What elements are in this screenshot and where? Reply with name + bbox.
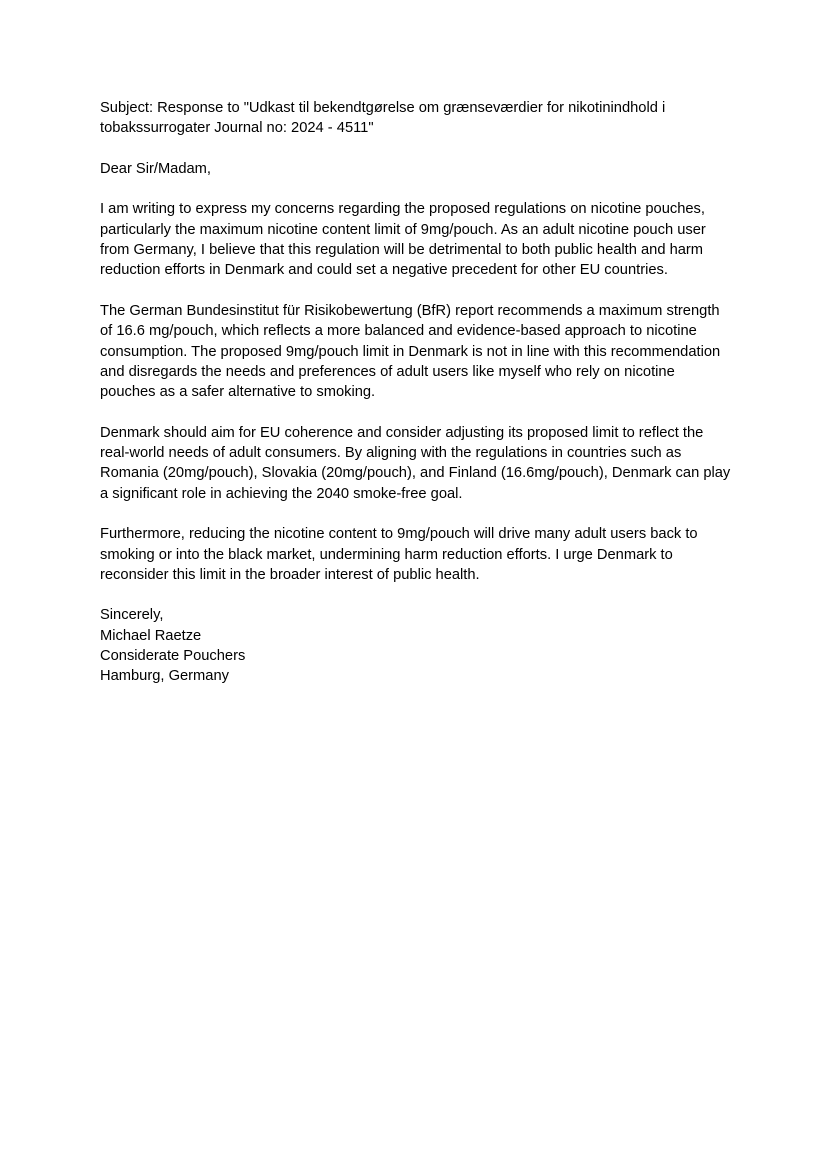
- letter-body: [100, 98, 732, 687]
- signer-organization: Considerate Pouchers: [100, 648, 246, 665]
- signer-location: Hamburg, Germany: [100, 668, 229, 685]
- paragraph-concerns: I am writing to express my concerns regarding the proposed regulations on nicotine pouches, particularly the maximum nicotine content limit of 9mg/pouch. As an adult nicotine pouch user from Germany, I believe that this regulation will be detrimental to both public health and harm reduction efforts in Denmark and could set a negative precedent for other EU countries.: [100, 201, 706, 279]
- closing: Sincerely,: [100, 607, 164, 624]
- paragraph-bfr-report: The German Bundesinstitut für Risikobewertung (BfR) report recommends a maximum strength of 16.6 mg/pouch, which reflects a more balanced and evidence-based approach to nicotine consumption. The proposed 9mg/pouch limit in Denmark is not in line with this recommendation and disregards the needs and preferences of adult users like myself who rely on nicotine pouches as a safer alternative to smoking.: [100, 302, 721, 401]
- salutation: Dear Sir/Madam,: [100, 160, 212, 177]
- signature-block: [100, 605, 732, 686]
- paragraph-eu-coherence: Denmark should aim for EU coherence and consider adjusting its proposed limit to reflect the real-world needs of adult consumers. By aligning with the regulations in countries such as Romania (20mg/pouch), Slovakia (20mg/pouch), and Finland (16.6mg/pouch), Denmark can play a significant role in achieving the 2040 smoke-free goal.: [100, 424, 731, 502]
- paragraph-harm-reduction: Furthermore, reducing the nicotine content to 9mg/pouch will drive many adult users back to smoking or into the black market, undermining harm reduction efforts. I urge Denmark to reconsider this limit in the broader interest of public health.: [100, 526, 698, 583]
- subject-line: Subject: Response to "Udkast til bekendtgørelse om grænseværdier for nikotinindhold i tobakssurrogater Journal no: 2024 - 4511": [100, 100, 666, 137]
- signer-name: Michael Raetze: [100, 627, 202, 644]
